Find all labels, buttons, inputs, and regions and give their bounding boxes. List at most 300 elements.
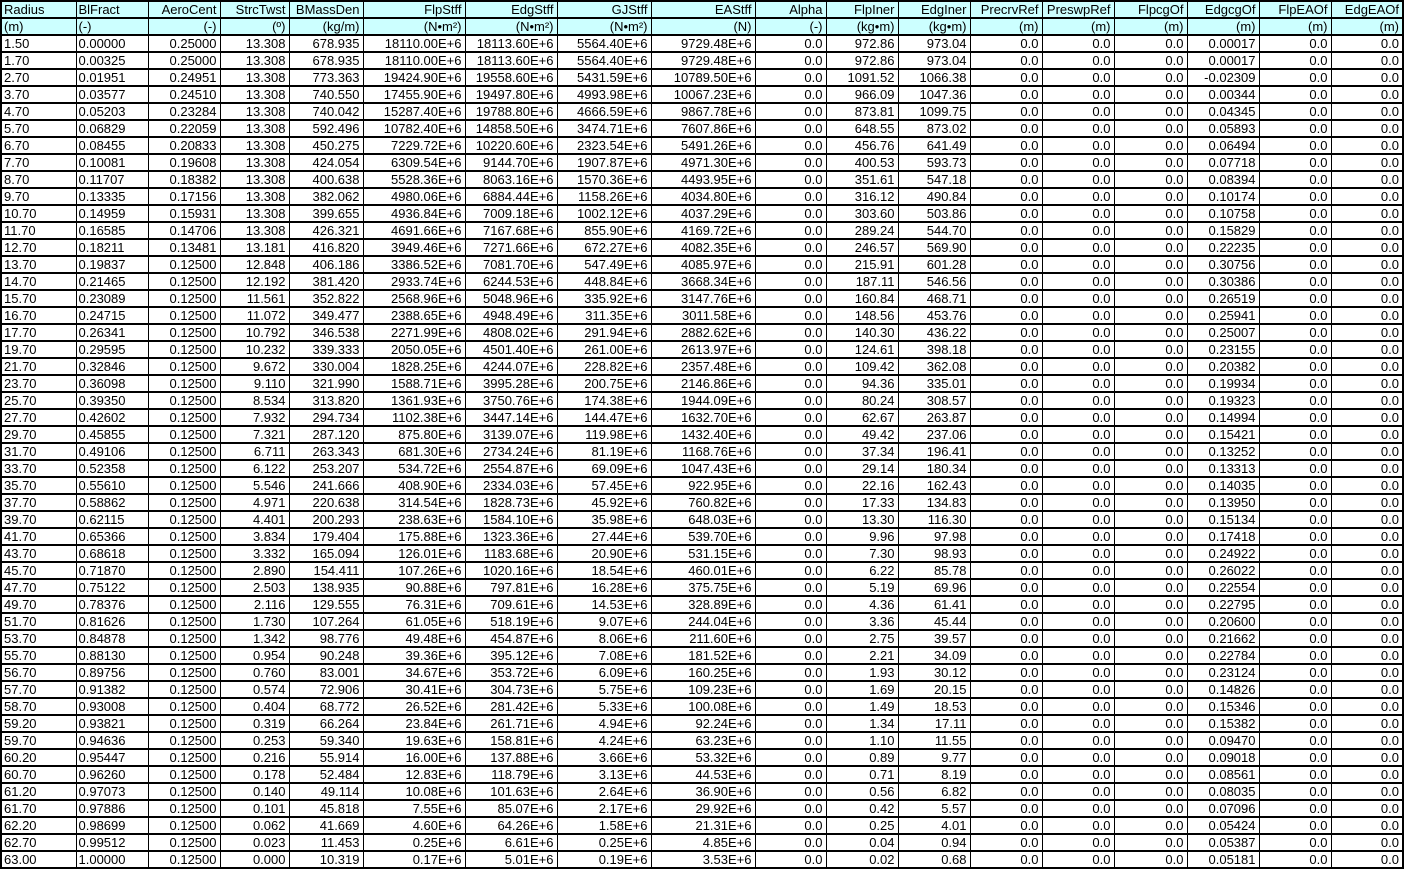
table-cell[interactable]: 18.54E+6	[557, 562, 651, 579]
table-cell[interactable]: 0.0	[1114, 290, 1187, 307]
table-cell[interactable]: 9.672	[220, 358, 289, 375]
table-cell[interactable]: 263.343	[289, 443, 363, 460]
table-cell[interactable]: 90.88E+6	[363, 579, 465, 596]
table-cell[interactable]: 0.0	[1331, 681, 1403, 698]
table-cell[interactable]: 335.92E+6	[557, 290, 651, 307]
table-cell[interactable]: 0.22554	[1187, 579, 1259, 596]
table-cell[interactable]: 138.935	[289, 579, 363, 596]
table-cell[interactable]: 0.0	[1259, 664, 1331, 681]
table-cell[interactable]: 59.20	[1, 715, 76, 732]
table-cell[interactable]: 0.0	[1114, 511, 1187, 528]
table-cell[interactable]: 69.09E+6	[557, 460, 651, 477]
table-cell[interactable]: 0.0	[1331, 120, 1403, 137]
table-cell[interactable]: 0.0	[1259, 239, 1331, 256]
table-cell[interactable]: 416.820	[289, 239, 363, 256]
table-cell[interactable]: 406.186	[289, 256, 363, 273]
table-cell[interactable]: 0.26519	[1187, 290, 1259, 307]
table-cell[interactable]: 107.26E+6	[363, 562, 465, 579]
table-cell[interactable]: 0.0	[970, 511, 1042, 528]
table-cell[interactable]: 0.14994	[1187, 409, 1259, 426]
table-cell[interactable]: 45.44	[898, 613, 970, 630]
table-cell[interactable]: 0.0	[1259, 477, 1331, 494]
table-cell[interactable]: 9144.70E+6	[465, 154, 557, 171]
table-cell[interactable]: 6.711	[220, 443, 289, 460]
table-cell[interactable]: 0.0	[1331, 698, 1403, 715]
table-cell[interactable]: 0.0	[755, 409, 826, 426]
table-cell[interactable]: 7.932	[220, 409, 289, 426]
table-cell[interactable]: 3386.52E+6	[363, 256, 465, 273]
table-cell[interactable]: 0.0	[1259, 528, 1331, 545]
table-cell[interactable]: 0.0	[1114, 766, 1187, 783]
table-cell[interactable]: 0.15382	[1187, 715, 1259, 732]
table-cell[interactable]: 0.0	[1259, 545, 1331, 562]
col-unit-eastff[interactable]: (N)	[651, 18, 755, 35]
table-cell[interactable]: 13.308	[220, 137, 289, 154]
table-cell[interactable]: 0.0	[1259, 290, 1331, 307]
table-cell[interactable]: 648.55	[826, 120, 898, 137]
table-cell[interactable]: 0.0	[755, 273, 826, 290]
table-cell[interactable]: 6.09E+6	[557, 664, 651, 681]
table-cell[interactable]: 6884.44E+6	[465, 188, 557, 205]
table-cell[interactable]: 4948.49E+6	[465, 307, 557, 324]
table-cell[interactable]: 7.08E+6	[557, 647, 651, 664]
table-cell[interactable]: 0.0	[1259, 103, 1331, 120]
table-cell[interactable]: 0.0	[1042, 834, 1114, 851]
table-cell[interactable]: 4034.80E+6	[651, 188, 755, 205]
table-cell[interactable]: 2613.97E+6	[651, 341, 755, 358]
table-cell[interactable]: 0.0	[1259, 205, 1331, 222]
table-cell[interactable]: 0.12500	[148, 817, 220, 834]
table-cell[interactable]: 0.0	[755, 392, 826, 409]
table-cell[interactable]: 3011.58E+6	[651, 307, 755, 324]
table-cell[interactable]: 83.001	[289, 664, 363, 681]
table-cell[interactable]: 0.0	[1042, 307, 1114, 324]
table-cell[interactable]: 4.971	[220, 494, 289, 511]
table-cell[interactable]: 7167.68E+6	[465, 222, 557, 239]
table-cell[interactable]: 760.82E+6	[651, 494, 755, 511]
table-cell[interactable]: 21.31E+6	[651, 817, 755, 834]
table-cell[interactable]: 0.15931	[148, 205, 220, 222]
table-cell[interactable]: 0.0	[1042, 698, 1114, 715]
table-cell[interactable]: 13.308	[220, 69, 289, 86]
table-cell[interactable]: 0.17156	[148, 188, 220, 205]
table-cell[interactable]: 1828.73E+6	[465, 494, 557, 511]
table-cell[interactable]: 0.42602	[76, 409, 148, 426]
table-cell[interactable]: 30.41E+6	[363, 681, 465, 698]
table-cell[interactable]: 0.00017	[1187, 35, 1259, 52]
table-cell[interactable]: 0.0	[755, 120, 826, 137]
table-cell[interactable]: 2050.05E+6	[363, 341, 465, 358]
table-cell[interactable]: 0.0	[1114, 154, 1187, 171]
table-cell[interactable]: 1323.36E+6	[465, 528, 557, 545]
table-cell[interactable]: 0.0	[1259, 460, 1331, 477]
table-cell[interactable]: 4691.66E+6	[363, 222, 465, 239]
table-cell[interactable]: 10067.23E+6	[651, 86, 755, 103]
table-cell[interactable]: 0.0	[1114, 358, 1187, 375]
table-cell[interactable]: 0.0	[1331, 69, 1403, 86]
table-cell[interactable]: 0.0	[1042, 222, 1114, 239]
table-cell[interactable]: 13.308	[220, 154, 289, 171]
table-cell[interactable]: 0.0	[1331, 171, 1403, 188]
table-cell[interactable]: 0.0	[755, 52, 826, 69]
table-cell[interactable]: 3668.34E+6	[651, 273, 755, 290]
table-cell[interactable]: 0.14826	[1187, 681, 1259, 698]
table-cell[interactable]: 0.0	[755, 766, 826, 783]
table-cell[interactable]: 0.0	[1259, 171, 1331, 188]
table-cell[interactable]: 0.17418	[1187, 528, 1259, 545]
table-cell[interactable]: 0.0	[970, 681, 1042, 698]
table-cell[interactable]: 39.57	[898, 630, 970, 647]
table-cell[interactable]: 0.0	[1114, 171, 1187, 188]
col-header-flpiner[interactable]: FlpIner	[826, 1, 898, 18]
table-cell[interactable]: 0.0	[1114, 460, 1187, 477]
table-cell[interactable]: 49.70	[1, 596, 76, 613]
table-cell[interactable]: 0.12500	[148, 545, 220, 562]
table-cell[interactable]: 22.16	[826, 477, 898, 494]
table-cell[interactable]: 5564.40E+6	[557, 35, 651, 52]
table-cell[interactable]: 0.0	[1042, 562, 1114, 579]
table-cell[interactable]: 244.04E+6	[651, 613, 755, 630]
table-cell[interactable]: 0.0	[755, 545, 826, 562]
table-cell[interactable]: 0.25E+6	[557, 834, 651, 851]
table-cell[interactable]: 0.12500	[148, 443, 220, 460]
col-unit-aerocent[interactable]: (-)	[148, 18, 220, 35]
table-cell[interactable]: 37.70	[1, 494, 76, 511]
table-cell[interactable]: 593.73	[898, 154, 970, 171]
table-cell[interactable]: 29.70	[1, 426, 76, 443]
table-cell[interactable]: 15287.40E+6	[363, 103, 465, 120]
table-cell[interactable]: 0.0	[755, 630, 826, 647]
table-cell[interactable]: 0.30386	[1187, 273, 1259, 290]
table-cell[interactable]: 9729.48E+6	[651, 52, 755, 69]
table-cell[interactable]: 4037.29E+6	[651, 205, 755, 222]
table-cell[interactable]: 0.0	[1042, 409, 1114, 426]
table-cell[interactable]: 0.0	[1259, 52, 1331, 69]
table-cell[interactable]: 2.17E+6	[557, 800, 651, 817]
table-cell[interactable]: 0.0	[1259, 375, 1331, 392]
table-cell[interactable]: 5564.40E+6	[557, 52, 651, 69]
table-cell[interactable]: 0.0	[1331, 579, 1403, 596]
table-cell[interactable]: 238.63E+6	[363, 511, 465, 528]
col-header-radius[interactable]: Radius	[1, 1, 76, 18]
table-cell[interactable]: 0.97073	[76, 783, 148, 800]
table-cell[interactable]: 13.30	[826, 511, 898, 528]
table-cell[interactable]: 0.15134	[1187, 511, 1259, 528]
table-cell[interactable]: 546.56	[898, 273, 970, 290]
table-cell[interactable]: 0.0	[1259, 426, 1331, 443]
table-cell[interactable]: 0.0	[1259, 851, 1331, 868]
table-cell[interactable]: 92.24E+6	[651, 715, 755, 732]
table-cell[interactable]: 19.70	[1, 341, 76, 358]
table-cell[interactable]: 97.98	[898, 528, 970, 545]
table-cell[interactable]: 0.20382	[1187, 358, 1259, 375]
table-cell[interactable]: 12.192	[220, 273, 289, 290]
table-cell[interactable]: 12.848	[220, 256, 289, 273]
table-cell[interactable]: 52.484	[289, 766, 363, 783]
table-cell[interactable]: 291.94E+6	[557, 324, 651, 341]
table-cell[interactable]: 18.53	[898, 698, 970, 715]
table-cell[interactable]: 0.20833	[148, 137, 220, 154]
table-cell[interactable]: 1588.71E+6	[363, 375, 465, 392]
table-cell[interactable]: 4808.02E+6	[465, 324, 557, 341]
table-cell[interactable]: 0.0	[970, 562, 1042, 579]
table-cell[interactable]: 0.25000	[148, 52, 220, 69]
table-cell[interactable]: 55.914	[289, 749, 363, 766]
table-cell[interactable]: 0.17E+6	[363, 851, 465, 868]
table-cell[interactable]: 0.0	[1259, 494, 1331, 511]
table-cell[interactable]: 0.05387	[1187, 834, 1259, 851]
table-cell[interactable]: 0.0	[755, 817, 826, 834]
table-cell[interactable]: 0.24922	[1187, 545, 1259, 562]
table-cell[interactable]: 14858.50E+6	[465, 120, 557, 137]
table-cell[interactable]: 0.19934	[1187, 375, 1259, 392]
table-cell[interactable]: 518.19E+6	[465, 613, 557, 630]
table-cell[interactable]: 2.64E+6	[557, 783, 651, 800]
table-cell[interactable]: 0.22235	[1187, 239, 1259, 256]
table-cell[interactable]: 3.70	[1, 86, 76, 103]
table-cell[interactable]: 382.062	[289, 188, 363, 205]
table-cell[interactable]: 0.0	[1331, 613, 1403, 630]
table-cell[interactable]: 0.0	[1259, 137, 1331, 154]
table-cell[interactable]: 0.0	[1042, 596, 1114, 613]
table-cell[interactable]: 0.21662	[1187, 630, 1259, 647]
table-cell[interactable]: 362.08	[898, 358, 970, 375]
table-cell[interactable]: 0.12500	[148, 664, 220, 681]
table-cell[interactable]: 349.477	[289, 307, 363, 324]
table-cell[interactable]: 19788.80E+6	[465, 103, 557, 120]
table-cell[interactable]: 0.0	[1331, 426, 1403, 443]
table-cell[interactable]: 90.248	[289, 647, 363, 664]
table-cell[interactable]: 1.342	[220, 630, 289, 647]
table-cell[interactable]: 0.0	[755, 562, 826, 579]
table-cell[interactable]: 0.18211	[76, 239, 148, 256]
table-cell[interactable]: 0.0	[1042, 528, 1114, 545]
table-cell[interactable]: 0.0	[1259, 392, 1331, 409]
table-cell[interactable]: 547.18	[898, 171, 970, 188]
col-header-flpeaof[interactable]: FlpEAOf	[1259, 1, 1331, 18]
table-cell[interactable]: 0.0	[1259, 511, 1331, 528]
table-cell[interactable]: 6.61E+6	[465, 834, 557, 851]
table-cell[interactable]: 7.30	[826, 545, 898, 562]
table-cell[interactable]: 426.321	[289, 222, 363, 239]
table-cell[interactable]: 0.0	[755, 205, 826, 222]
table-cell[interactable]: 0.0	[970, 851, 1042, 868]
table-cell[interactable]: 18110.00E+6	[363, 35, 465, 52]
table-cell[interactable]: 0.15421	[1187, 426, 1259, 443]
col-header-edgeaof[interactable]: EdgEAOf	[1331, 1, 1403, 18]
table-cell[interactable]: 395.12E+6	[465, 647, 557, 664]
table-cell[interactable]: 0.0	[970, 290, 1042, 307]
table-cell[interactable]: 4971.30E+6	[651, 154, 755, 171]
table-cell[interactable]: 0.0	[970, 256, 1042, 273]
table-cell[interactable]: 399.655	[289, 205, 363, 222]
table-cell[interactable]: 539.70E+6	[651, 528, 755, 545]
table-cell[interactable]: 0.0	[1114, 103, 1187, 120]
table-cell[interactable]: 0.0	[755, 749, 826, 766]
table-cell[interactable]: 0.0	[1259, 834, 1331, 851]
table-cell[interactable]: 0.0	[755, 86, 826, 103]
table-cell[interactable]: 408.90E+6	[363, 477, 465, 494]
table-cell[interactable]: 0.0	[1042, 137, 1114, 154]
table-cell[interactable]: 0.09018	[1187, 749, 1259, 766]
table-cell[interactable]: 118.79E+6	[465, 766, 557, 783]
table-cell[interactable]: 5.19	[826, 579, 898, 596]
table-cell[interactable]: 0.12500	[148, 477, 220, 494]
table-cell[interactable]: 0.0	[970, 460, 1042, 477]
table-cell[interactable]: 0.36098	[76, 375, 148, 392]
table-cell[interactable]: 0.0	[755, 222, 826, 239]
table-cell[interactable]: 0.0	[1331, 800, 1403, 817]
table-cell[interactable]: 76.31E+6	[363, 596, 465, 613]
table-cell[interactable]: 9.77	[898, 749, 970, 766]
col-header-strctwst[interactable]: StrcTwst	[220, 1, 289, 18]
table-cell[interactable]: 0.22059	[148, 120, 220, 137]
table-cell[interactable]: 0.574	[220, 681, 289, 698]
table-cell[interactable]: 57.70	[1, 681, 76, 698]
table-cell[interactable]: 0.0	[1331, 307, 1403, 324]
table-cell[interactable]: 4993.98E+6	[557, 86, 651, 103]
table-cell[interactable]: 314.54E+6	[363, 494, 465, 511]
table-cell[interactable]: 0.00000	[76, 35, 148, 52]
table-cell[interactable]: 681.30E+6	[363, 443, 465, 460]
table-cell[interactable]: 0.0	[1331, 35, 1403, 52]
table-cell[interactable]: 0.0	[1331, 375, 1403, 392]
table-cell[interactable]: 9.07E+6	[557, 613, 651, 630]
table-cell[interactable]: 450.275	[289, 137, 363, 154]
table-cell[interactable]: 0.0	[970, 324, 1042, 341]
table-cell[interactable]: 10789.50E+6	[651, 69, 755, 86]
col-header-flpstff[interactable]: FlpStff	[363, 1, 465, 18]
table-cell[interactable]: 0.0	[1331, 647, 1403, 664]
table-cell[interactable]: 0.0	[1331, 324, 1403, 341]
table-cell[interactable]: 126.01E+6	[363, 545, 465, 562]
table-cell[interactable]: 0.0	[970, 630, 1042, 647]
table-cell[interactable]: 39.36E+6	[363, 647, 465, 664]
table-cell[interactable]: 47.70	[1, 579, 76, 596]
table-cell[interactable]: 0.0	[1259, 307, 1331, 324]
table-cell[interactable]: 0.78376	[76, 596, 148, 613]
table-cell[interactable]: 0.25E+6	[363, 834, 465, 851]
table-cell[interactable]: 0.0	[755, 69, 826, 86]
table-cell[interactable]: 3139.07E+6	[465, 426, 557, 443]
table-cell[interactable]: 11.561	[220, 290, 289, 307]
col-unit-bmassden[interactable]: (kg/m)	[289, 18, 363, 35]
table-cell[interactable]: 0.03577	[76, 86, 148, 103]
table-cell[interactable]: 0.00344	[1187, 86, 1259, 103]
table-cell[interactable]: 134.83	[898, 494, 970, 511]
table-cell[interactable]: 4.60E+6	[363, 817, 465, 834]
table-cell[interactable]: 3.13E+6	[557, 766, 651, 783]
table-cell[interactable]: 0.18382	[148, 171, 220, 188]
table-cell[interactable]: 0.0	[970, 358, 1042, 375]
table-cell[interactable]: 34.09	[898, 647, 970, 664]
table-cell[interactable]: 10.319	[289, 851, 363, 868]
table-cell[interactable]: 351.61	[826, 171, 898, 188]
table-cell[interactable]: 4.01	[898, 817, 970, 834]
table-cell[interactable]: 0.05181	[1187, 851, 1259, 868]
table-cell[interactable]: 0.0	[1259, 273, 1331, 290]
table-cell[interactable]: 0.0	[755, 239, 826, 256]
table-cell[interactable]: 0.12500	[148, 307, 220, 324]
table-cell[interactable]: 0.19323	[1187, 392, 1259, 409]
table-cell[interactable]: 0.23089	[76, 290, 148, 307]
table-cell[interactable]: 1.34	[826, 715, 898, 732]
table-cell[interactable]: 1361.93E+6	[363, 392, 465, 409]
table-cell[interactable]: 973.04	[898, 52, 970, 69]
table-cell[interactable]: 0.0	[1331, 290, 1403, 307]
table-cell[interactable]: 6.122	[220, 460, 289, 477]
table-cell[interactable]: 53.32E+6	[651, 749, 755, 766]
table-cell[interactable]: 0.0	[1042, 358, 1114, 375]
table-cell[interactable]: 0.0	[1331, 205, 1403, 222]
table-cell[interactable]: 13.308	[220, 222, 289, 239]
table-cell[interactable]: 13.181	[220, 239, 289, 256]
table-cell[interactable]: 0.0	[755, 324, 826, 341]
table-cell[interactable]: 0.0	[755, 358, 826, 375]
table-cell[interactable]: 0.0	[1042, 715, 1114, 732]
col-unit-edginer[interactable]: (kg•m)	[898, 18, 970, 35]
table-cell[interactable]: 0.0	[1114, 205, 1187, 222]
table-cell[interactable]: 6.22	[826, 562, 898, 579]
table-cell[interactable]: 85.07E+6	[465, 800, 557, 817]
table-cell[interactable]: 137.88E+6	[465, 749, 557, 766]
table-cell[interactable]: 0.12500	[148, 698, 220, 715]
col-unit-flpeaof[interactable]: (m)	[1259, 18, 1331, 35]
table-cell[interactable]: 220.638	[289, 494, 363, 511]
table-cell[interactable]: 740.042	[289, 103, 363, 120]
table-cell[interactable]: 0.0	[970, 239, 1042, 256]
table-cell[interactable]: 13.308	[220, 86, 289, 103]
table-cell[interactable]: 873.81	[826, 103, 898, 120]
table-cell[interactable]: 43.70	[1, 545, 76, 562]
table-cell[interactable]: 0.0	[755, 375, 826, 392]
table-cell[interactable]: 0.0	[1114, 137, 1187, 154]
col-unit-alpha[interactable]: (-)	[755, 18, 826, 35]
table-cell[interactable]: 8063.16E+6	[465, 171, 557, 188]
table-cell[interactable]: 0.0	[1259, 358, 1331, 375]
table-cell[interactable]: 0.0	[1042, 783, 1114, 800]
col-unit-radius[interactable]: (m)	[1, 18, 76, 35]
table-cell[interactable]: 448.84E+6	[557, 273, 651, 290]
table-cell[interactable]: 648.03E+6	[651, 511, 755, 528]
table-cell[interactable]: 0.0	[1259, 732, 1331, 749]
table-cell[interactable]: 0.0	[1114, 647, 1187, 664]
table-cell[interactable]: 0.89	[826, 749, 898, 766]
table-cell[interactable]: 1944.09E+6	[651, 392, 755, 409]
table-cell[interactable]: 0.0	[1042, 477, 1114, 494]
table-cell[interactable]: 0.404	[220, 698, 289, 715]
table-cell[interactable]: 158.81E+6	[465, 732, 557, 749]
table-cell[interactable]: 0.0	[1259, 817, 1331, 834]
table-cell[interactable]: 972.86	[826, 52, 898, 69]
table-cell[interactable]: 0.0	[1114, 749, 1187, 766]
col-header-edgcgof[interactable]: EdgcgOf	[1187, 1, 1259, 18]
table-cell[interactable]: 57.45E+6	[557, 477, 651, 494]
table-cell[interactable]: 490.84	[898, 188, 970, 205]
table-cell[interactable]: 11.70	[1, 222, 76, 239]
table-cell[interactable]: 0.0	[1042, 69, 1114, 86]
table-cell[interactable]: 0.0	[755, 834, 826, 851]
table-cell[interactable]: 0.0	[970, 800, 1042, 817]
table-cell[interactable]: 0.05893	[1187, 120, 1259, 137]
table-cell[interactable]: 308.57	[898, 392, 970, 409]
table-cell[interactable]: 20.90E+6	[557, 545, 651, 562]
table-cell[interactable]: 0.0	[1331, 766, 1403, 783]
col-unit-strctwst[interactable]: (º)	[220, 18, 289, 35]
table-cell[interactable]: 3447.14E+6	[465, 409, 557, 426]
table-cell[interactable]: 0.01951	[76, 69, 148, 86]
table-cell[interactable]: 0.24715	[76, 307, 148, 324]
